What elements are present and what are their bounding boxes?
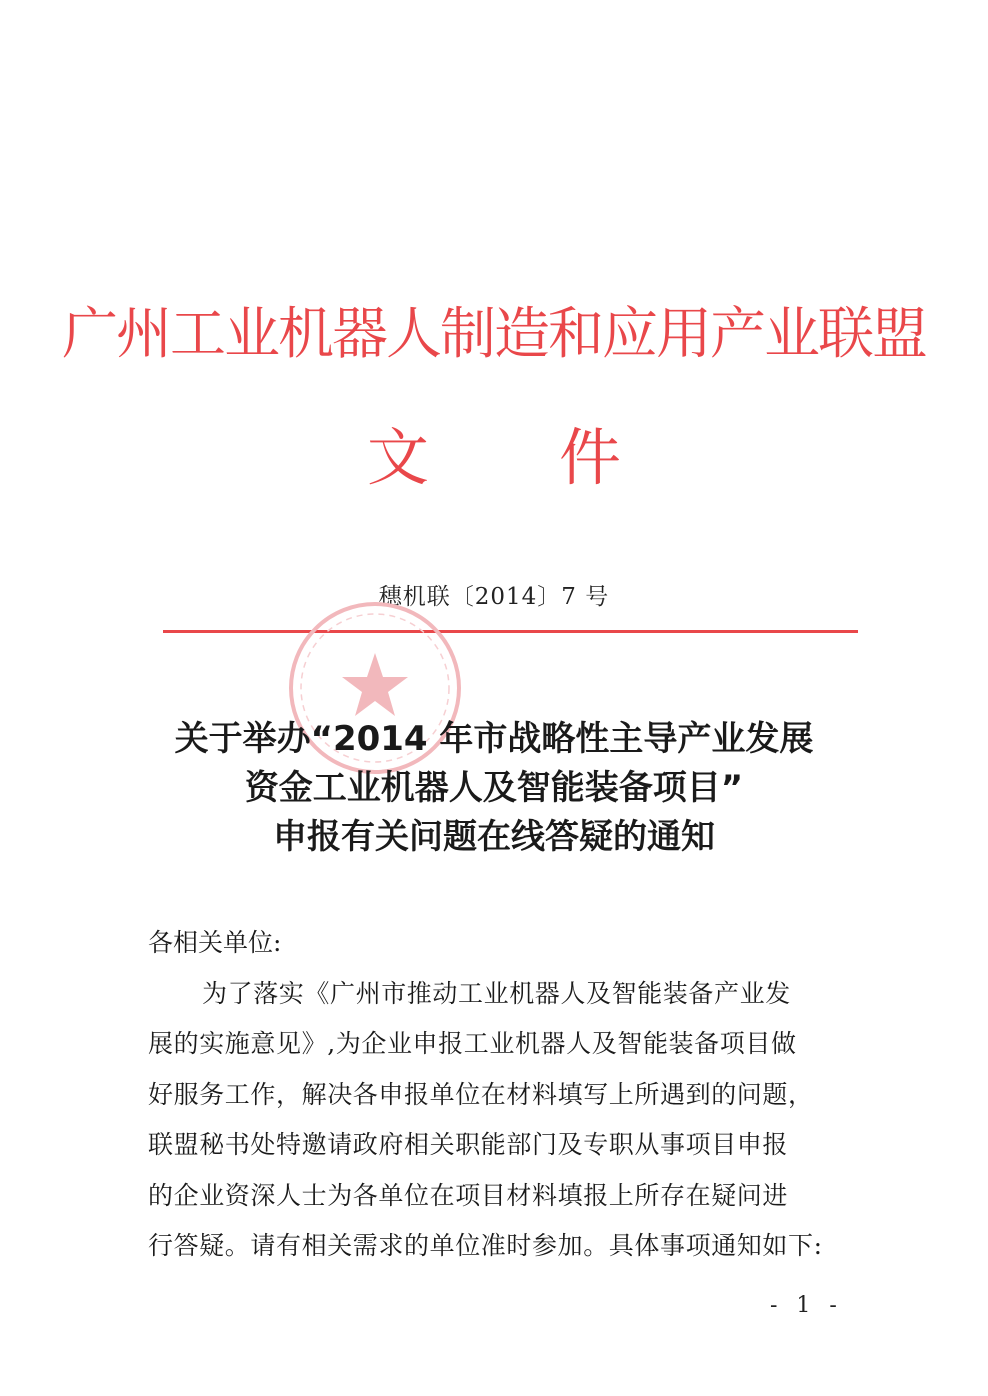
body-line-1: 为了落实《广州市推动工业机器人及智能装备产业发 xyxy=(202,978,791,1008)
title-line-3: 申报有关问题在线答疑的通知 xyxy=(273,817,715,857)
notice-title xyxy=(0,715,988,862)
document-number: 穗机联〔2014〕7 号 xyxy=(378,584,610,610)
body-line-6: 行答疑。请有相关需求的单位准时参加。具体事项通知如下: xyxy=(148,1231,823,1260)
body-line-4: 联盟秘书处特邀请政府相关职能部门及专职从事项目申报 xyxy=(148,1130,789,1159)
document-label xyxy=(0,408,988,497)
document-label-char-1: 文 xyxy=(366,421,429,494)
body-line-5: 的企业资深人士为各单位在项目材料填报上所存在疑问进 xyxy=(148,1180,789,1210)
body-paragraph xyxy=(148,969,838,1272)
title-line-2: 资金工业机器人及智能装备项目” xyxy=(244,768,744,808)
notice-body xyxy=(148,918,838,1272)
document-label-char-2: 件 xyxy=(559,421,622,494)
title-line-1: 关于举办“2014 年市战略性主导产业发展 xyxy=(174,719,814,759)
body-line-3: 好服务工作，解决各申报单位在材料填写上所遇到的问题， xyxy=(148,1079,814,1109)
page-number: - 1 - xyxy=(770,1293,843,1318)
red-divider xyxy=(163,630,858,633)
body-line-2: 展的实施意见》,为企业申报工业机器人及智能装备项目做 xyxy=(148,1029,797,1058)
salutation: 各相关单位: xyxy=(148,928,282,957)
issuer-name: 广州工业机器人制造和应用产业联盟 xyxy=(62,302,926,367)
